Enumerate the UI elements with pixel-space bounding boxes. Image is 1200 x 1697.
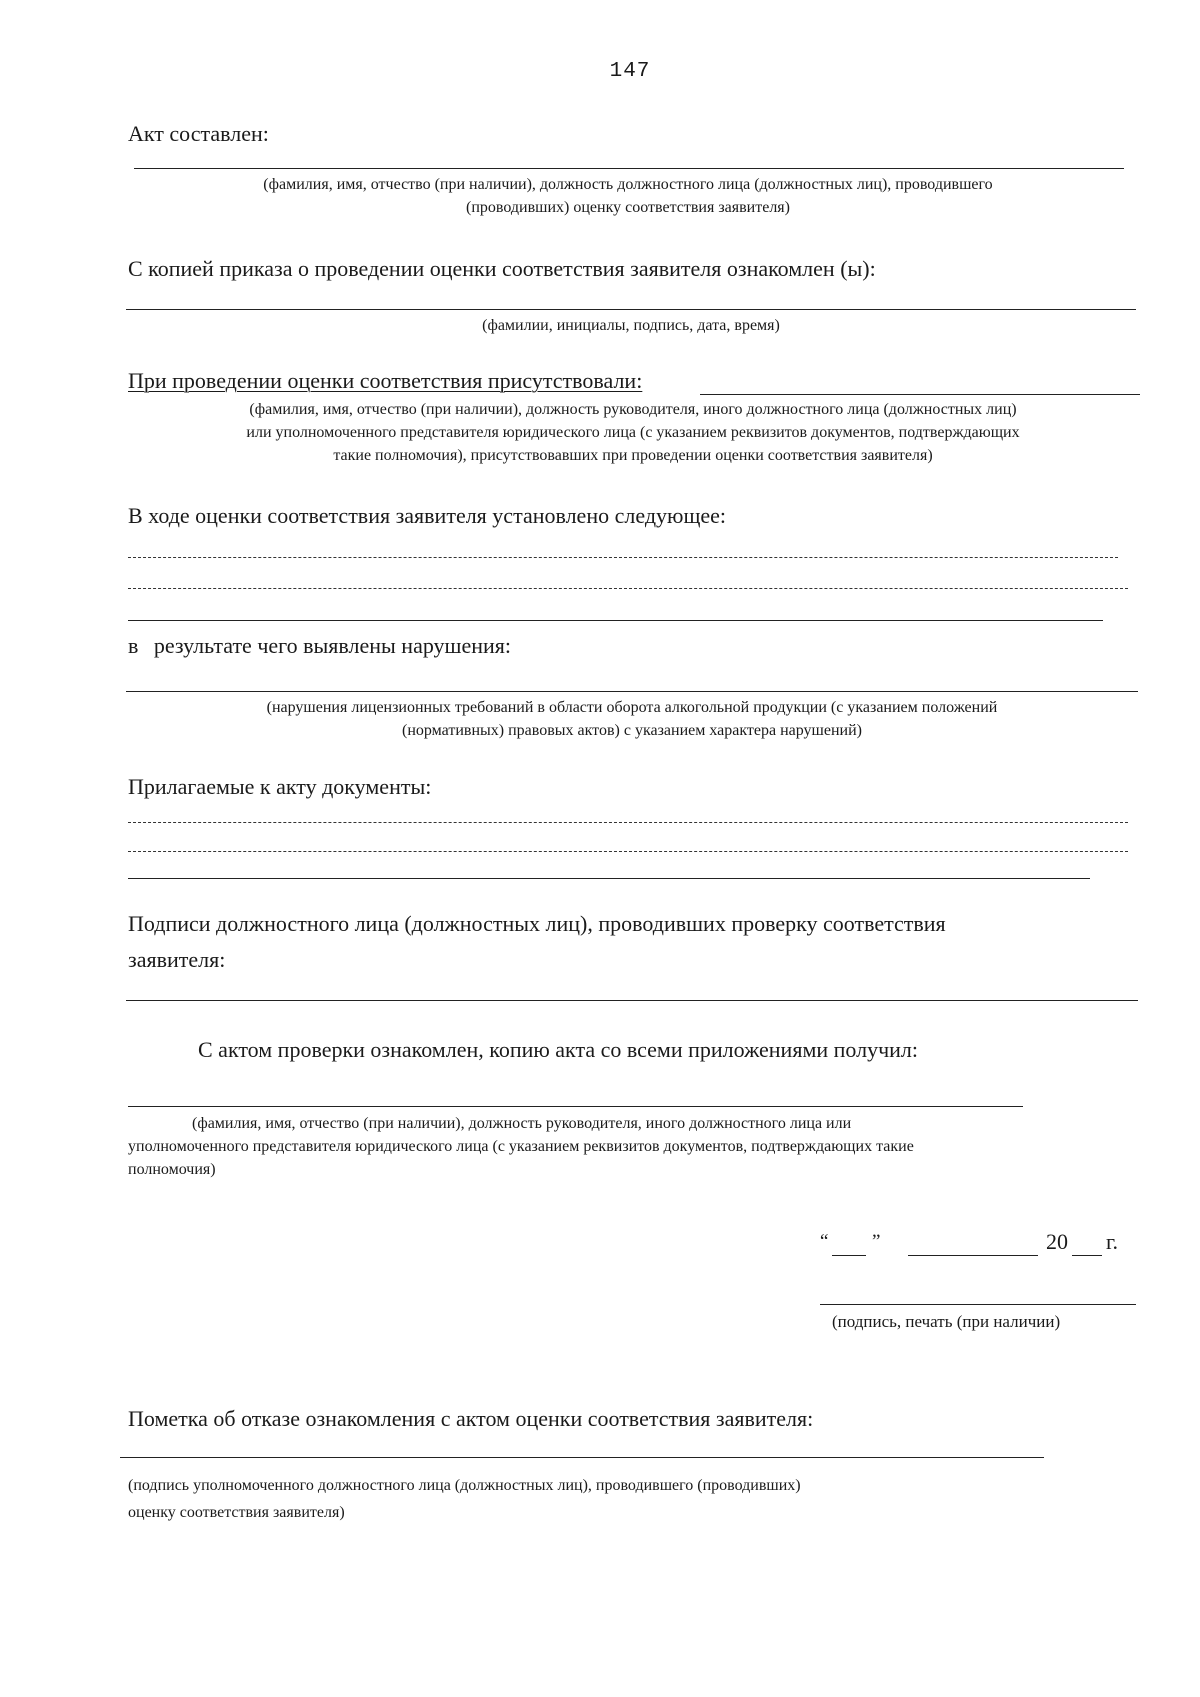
findings-line-1[interactable]: [128, 557, 1118, 558]
present-caption-line2: или уполномоченного представителя юридического лица (с указанием реквизитов документов, подтверждающих: [246, 424, 1020, 441]
refusal-caption-line2: оценку соответствия заявителя): [128, 1504, 345, 1521]
findings-heading: В ходе оценки соответствия заявителя установлено следующее:: [128, 503, 727, 528]
date-open-quote: “: [820, 1231, 829, 1252]
findings-line-2[interactable]: [128, 588, 1128, 589]
signature-seal-line[interactable]: [820, 1304, 1136, 1305]
signatures-line[interactable]: [126, 1000, 1138, 1001]
refusal-line[interactable]: [120, 1457, 1044, 1458]
date-field: [820, 1228, 1130, 1262]
acquainted-caption: [128, 1112, 1140, 1181]
date-close-quote: ”: [872, 1231, 881, 1252]
order-copy-heading: С копией приказа о проведении оценки соответствия заявителя ознакомлен (ы):: [128, 256, 876, 281]
violations-caption-line2: (нормативных) правовых актов) с указанием характера нарушений): [402, 722, 862, 739]
present-heading: При проведении оценки соответствия присутствовали:: [128, 368, 643, 393]
present-caption-line1: (фамилия, имя, отчество (при наличии), должность руководителя, иного должностного лица (должностных лиц): [249, 401, 1017, 418]
violations-prefix: в: [128, 633, 139, 658]
violations-heading: [128, 632, 511, 660]
findings-line-3[interactable]: [128, 620, 1103, 621]
signature-seal-caption: (подпись, печать (при наличии): [832, 1312, 1061, 1331]
date-day-blank[interactable]: [832, 1255, 866, 1256]
attached-documents-line-2[interactable]: [128, 851, 1128, 852]
act-compiled-line[interactable]: [134, 168, 1124, 169]
refusal-caption-line1: (подпись уполномоченного должностного лица (должностных лиц), проводившего (проводивших): [128, 1477, 801, 1494]
violations-caption-line1: (нарушения лицензионных требований в области оборота алкогольной продукции (с указанием положений: [266, 699, 998, 716]
act-compiled-caption-line2: (проводивших) оценку соответствия заявителя): [466, 199, 790, 216]
acquainted-line[interactable]: [128, 1106, 1023, 1107]
acquainted-caption-line1: (фамилия, имя, отчество (при наличии), должность руководителя, иного должностного лица или: [192, 1115, 852, 1132]
acquainted-heading: С актом проверки ознакомлен, копию акта со всеми приложениями получил:: [198, 1037, 919, 1062]
order-copy-caption: (фамилии, инициалы, подпись, дата, время): [482, 317, 780, 334]
order-copy-line[interactable]: [126, 309, 1136, 310]
signatures-heading: [128, 906, 946, 978]
refusal-heading: Пометка об отказе ознакомления с актом оценки соответствия заявителя:: [128, 1406, 814, 1431]
present-caption: [126, 398, 1140, 467]
act-compiled-heading: Акт составлен:: [128, 121, 269, 146]
present-caption-line3: такие полномочия), присутствовавших при проведении оценки соответствия заявителя): [333, 447, 933, 464]
page-number: 147: [609, 60, 651, 83]
attached-documents-line-3[interactable]: [128, 878, 1090, 879]
attached-documents-line-1[interactable]: [128, 822, 1128, 823]
acquainted-caption-line3: полномочия): [128, 1161, 216, 1178]
act-compiled-caption-line1: (фамилия, имя, отчество (при наличии), должность должностного лица (должностных лиц), проводившего: [263, 176, 993, 193]
violations-line[interactable]: [126, 691, 1138, 692]
date-month-blank[interactable]: [908, 1255, 1038, 1256]
date-year-suffix: г.: [1106, 1229, 1119, 1254]
acquainted-caption-line2: уполномоченного представителя юридического лица (с указанием реквизитов документов, подтверждающих такие: [128, 1138, 914, 1155]
signatures-heading-line2: заявителя:: [128, 947, 226, 972]
violations-caption: [126, 696, 1138, 742]
date-century: 20: [1046, 1229, 1068, 1254]
present-line[interactable]: [700, 394, 1140, 395]
refusal-caption: [128, 1472, 1128, 1526]
signatures-heading-line1: Подписи должностного лица (должностных лиц), проводивших проверку соответствия: [128, 911, 946, 936]
act-compiled-caption: [128, 173, 1128, 219]
attached-documents-heading: Прилагаемые к акту документы:: [128, 774, 432, 799]
violations-heading-text: результате чего выявлены нарушения:: [153, 633, 512, 658]
date-year-blank[interactable]: [1072, 1255, 1102, 1256]
